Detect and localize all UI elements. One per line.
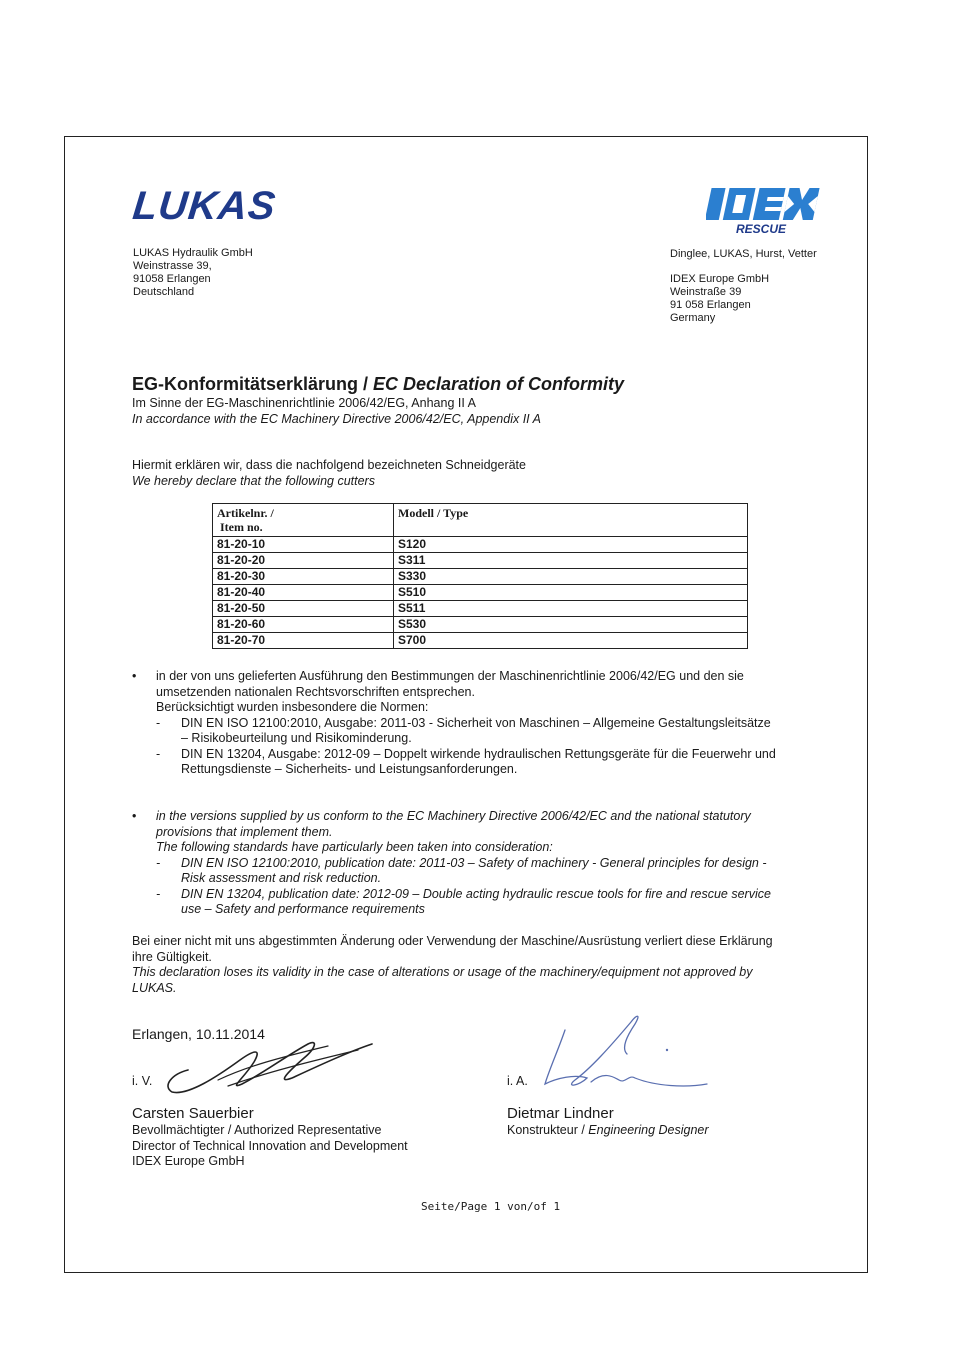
standard-item bbox=[156, 887, 832, 918]
validity-line: Bei einer nicht mit uns abgestimmten Änderung oder Verwendung der Maschine/Ausrüstung verliert diese Erklärung bbox=[132, 934, 773, 948]
item-number: 81-20-60 bbox=[213, 617, 394, 633]
dash-mark: - bbox=[156, 886, 161, 901]
signer-left-block bbox=[132, 1105, 408, 1170]
standard-line: DIN EN 13204, publication date: 2012-09 – Double acting hydraulic rescue tools for fire and rescue service bbox=[181, 886, 771, 901]
model-type: S530 bbox=[394, 617, 748, 633]
address-line: 91 058 Erlangen bbox=[670, 299, 751, 311]
signer-left-role: Director of Technical Innovation and Development bbox=[132, 1138, 408, 1153]
bullet-mark: • bbox=[132, 669, 137, 683]
table-row bbox=[213, 601, 748, 617]
title-english: EC Declaration of Conformity bbox=[373, 374, 625, 394]
item-number: 81-20-10 bbox=[213, 537, 394, 553]
declaration-intro bbox=[132, 458, 526, 489]
dash-mark: - bbox=[156, 855, 161, 870]
model-type: S511 bbox=[394, 601, 748, 617]
lukas-logo: LUKAS bbox=[130, 184, 279, 228]
idex-logo bbox=[706, 186, 820, 222]
signer-right-block bbox=[507, 1105, 709, 1139]
bullet-line: The following standards have particularly been taken into consideration: bbox=[156, 840, 553, 854]
table-row bbox=[213, 553, 748, 569]
standard-item bbox=[156, 716, 832, 747]
declaration-english: We hereby declare that the following cutters bbox=[132, 473, 375, 488]
directive-german: Im Sinne der EG-Maschinenrichtlinie 2006/42/EG, Anhang II A bbox=[132, 396, 476, 410]
standard-line: DIN EN ISO 12100:2010, publication date: 2011-03 – Safety of machinery - General principles for design - bbox=[181, 855, 767, 870]
directive-english: In accordance with the EC Machinery Directive 2006/42/EC, Appendix II A bbox=[132, 411, 542, 426]
lukas-address bbox=[133, 247, 253, 299]
document-title bbox=[132, 374, 624, 395]
validity-notice bbox=[132, 934, 832, 996]
header-item-line: Item no. bbox=[220, 520, 263, 534]
standard-line: – Risikobeurteilung und Risikominderung. bbox=[181, 731, 412, 745]
cutter-table bbox=[212, 503, 748, 649]
validity-line: ihre Gültigkeit. bbox=[132, 949, 212, 964]
signer-right-name: Dietmar Lindner bbox=[507, 1105, 614, 1122]
german-conformity-bullet bbox=[132, 669, 832, 778]
item-number: 81-20-40 bbox=[213, 585, 394, 601]
standard-line: DIN EN ISO 12100:2010, Ausgabe: 2011-03 - Sicherheit von Maschinen – Allgemeine Gestaltungsleitsätze bbox=[181, 715, 771, 730]
standard-line: use – Safety and performance requirements bbox=[181, 902, 425, 916]
table-header-row bbox=[213, 504, 748, 537]
page-number: Seite/Page 1 von/of 1 bbox=[421, 1200, 561, 1213]
signer-right-prefix: i. A. bbox=[507, 1074, 528, 1088]
table-row bbox=[213, 585, 748, 601]
model-type: S311 bbox=[394, 553, 748, 569]
signer-left-prefix: i. V. bbox=[132, 1074, 153, 1088]
table-row bbox=[213, 633, 748, 649]
model-type: S120 bbox=[394, 537, 748, 553]
address-line: IDEX Europe GmbH bbox=[670, 273, 770, 285]
signer-left-company: IDEX Europe GmbH bbox=[132, 1154, 245, 1168]
address-line: 91058 Erlangen bbox=[133, 273, 211, 285]
standard-line: DIN EN 13204, Ausgabe: 2012-09 – Doppelt wirkende hydraulischen Rettungsgeräte für die Feuerwehr und bbox=[181, 746, 776, 761]
table-row bbox=[213, 569, 748, 585]
address-line: Weinstrasse 39, bbox=[133, 260, 212, 272]
model-type: S330 bbox=[394, 569, 748, 585]
english-conformity-bullet bbox=[132, 809, 832, 918]
bullet-line: in der von uns gelieferten Ausführung den Bestimmungen der Maschinenrichtlinie 2006/42/EG und den sie bbox=[156, 669, 744, 683]
title-german: EG-Konformitätserklärung / bbox=[132, 374, 374, 394]
header-item-line: Artikelnr. / bbox=[217, 506, 274, 520]
address-line: Weinstraße 39 bbox=[670, 286, 742, 298]
signer-left-name: Carsten Sauerbier bbox=[132, 1105, 254, 1122]
table-row bbox=[213, 617, 748, 633]
brand-list: Dinglee, LUKAS, Hurst, Vetter bbox=[670, 248, 817, 260]
item-number: 81-20-20 bbox=[213, 553, 394, 569]
dash-mark: - bbox=[156, 746, 161, 761]
address-line: Germany bbox=[670, 312, 716, 324]
item-number: 81-20-30 bbox=[213, 569, 394, 585]
bullet-line: umsetzenden nationalen Rechtsvorschriften entsprechen. bbox=[156, 684, 475, 699]
column-header-model: Modell / Type bbox=[394, 504, 748, 537]
validity-line: LUKAS. bbox=[132, 980, 177, 995]
role-german: Konstrukteur / bbox=[507, 1123, 589, 1137]
address-line: LUKAS Hydraulik GmbH bbox=[133, 247, 253, 259]
directive-reference bbox=[132, 396, 541, 427]
item-number: 81-20-70 bbox=[213, 633, 394, 649]
column-header-item bbox=[213, 504, 394, 537]
model-type: S510 bbox=[394, 585, 748, 601]
table-row bbox=[213, 537, 748, 553]
signature-left bbox=[158, 1036, 378, 1096]
bullet-line: Berücksichtigt wurden insbesondere die Normen: bbox=[156, 700, 429, 714]
standard-line: Rettungsdienste – Sicherheits- und Leistungsanforderungen. bbox=[181, 762, 518, 776]
address-line: Deutschland bbox=[133, 286, 195, 298]
signer-right-role bbox=[507, 1123, 709, 1139]
role-english: Engineering Designer bbox=[588, 1123, 709, 1137]
validity-line: This declaration loses its validity in the case of alterations or usage of the machinery/equipment not approved by bbox=[132, 965, 753, 979]
dash-mark: - bbox=[156, 715, 161, 730]
idex-rescue-tagline: RESCUE bbox=[736, 222, 787, 236]
model-type: S700 bbox=[394, 633, 748, 649]
bullet-line: provisions that implement them. bbox=[156, 824, 333, 839]
standard-item bbox=[156, 747, 832, 778]
standard-item bbox=[156, 856, 832, 887]
standard-line: Risk assessment and risk reduction. bbox=[181, 871, 382, 885]
signature-right bbox=[535, 1008, 715, 1098]
signer-left-role: Bevollmächtigter / Authorized Representative bbox=[132, 1123, 382, 1137]
declaration-german: Hiermit erklären wir, dass die nachfolgend bezeichneten Schneidgeräte bbox=[132, 458, 526, 472]
idex-address bbox=[670, 273, 769, 325]
bullet-line: in the versions supplied by us conform to the EC Machinery Directive 2006/42/EC and the national statutory bbox=[156, 809, 751, 823]
place-date: Erlangen, 10.11.2014 bbox=[132, 1026, 265, 1042]
item-number: 81-20-50 bbox=[213, 601, 394, 617]
bullet-mark: • bbox=[132, 809, 137, 823]
